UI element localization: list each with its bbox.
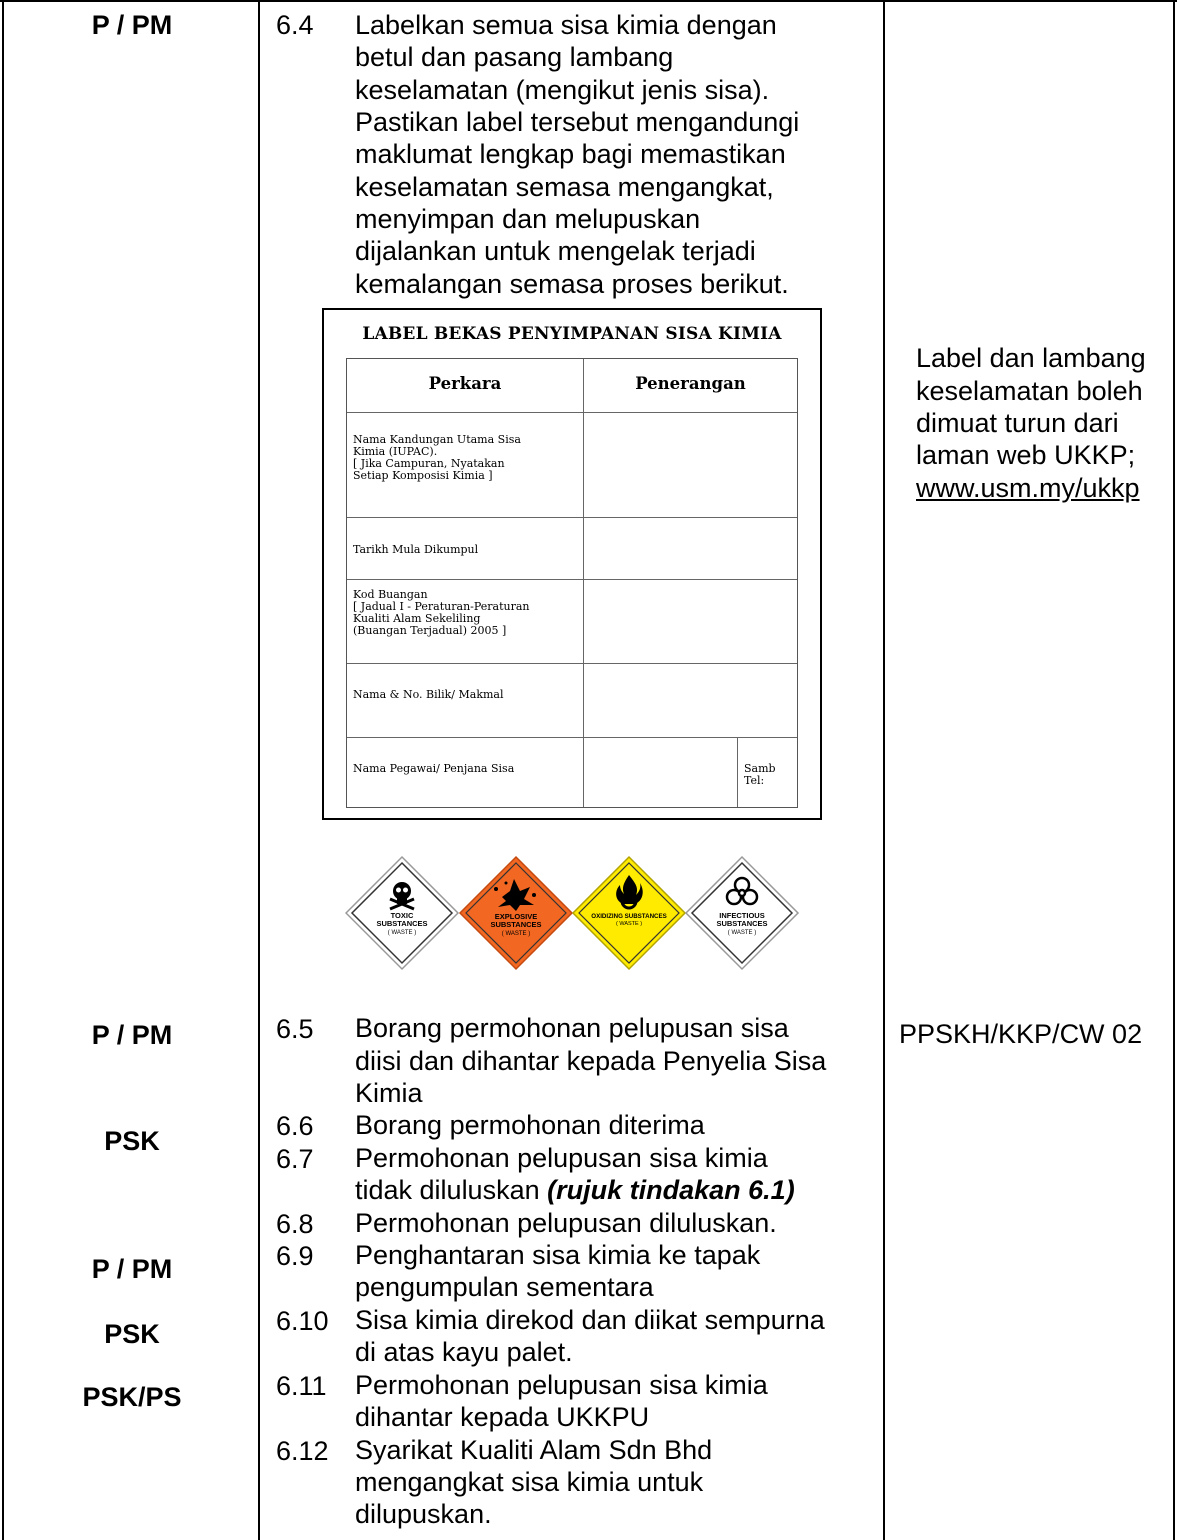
step-number: 6.7 <box>276 1144 314 1174</box>
hazard-text: SUBSTANCES <box>490 920 542 929</box>
hazard-text: ( WASTE ) <box>727 930 757 936</box>
step-line: Sisa kimia direkod dan diikat sempurna <box>355 1305 825 1335</box>
hazard-text: SUBSTANCES <box>716 919 768 928</box>
label-item: Nama Pegawai/ Penjana Sisa <box>353 762 515 775</box>
step-line: Borang permohonan pelupusan sisa <box>355 1013 789 1043</box>
step-number: 6.5 <box>276 1014 314 1044</box>
hazard-text: SUBSTANCES <box>376 919 428 928</box>
table-right-border <box>1173 0 1175 1540</box>
step-line: Borang permohonan diterima <box>355 1110 705 1140</box>
label-samb-tel: Samb Tel: <box>744 762 776 787</box>
label-form-image <box>322 308 822 820</box>
hazard-text: OXIDIZING SUBSTANCES <box>591 913 667 920</box>
note-line: dimuat turun dari <box>916 408 1119 438</box>
actor-cell: PSK <box>104 1319 160 1349</box>
hazard-text: TOXIC <box>390 911 414 920</box>
hazard-signs-image <box>345 855 800 975</box>
table-top-border <box>0 0 1177 2</box>
hazard-text: ( WASTE ) <box>615 921 643 927</box>
step-line: dihantar kepada UKKPU <box>355 1402 650 1432</box>
step-line: keselamatan semasa mengangkat, <box>355 172 774 202</box>
hazard-text: EXPLOSIVE <box>494 912 538 921</box>
step-reference: (rujuk tindakan 6.1) <box>547 1175 795 1205</box>
note-line: keselamatan boleh <box>916 376 1143 406</box>
step-number: 6.6 <box>276 1111 314 1141</box>
step-line: keselamatan (mengikut jenis sisa). <box>355 75 770 105</box>
label-col-perkara: Perkara <box>428 374 502 393</box>
step-line: mengangkat sisa kimia untuk <box>355 1467 704 1497</box>
step-line: diisi dan dihantar kepada Penyelia Sisa <box>355 1046 827 1076</box>
hazard-text: INFECTIOUS <box>719 911 765 920</box>
label-item: Kod Buangan [ Jadual I - Peraturan-Peraturan Kualiti Alam Sekeliling (Buangan Terjadual) 2005 ] <box>353 588 530 637</box>
label-col-penerangan: Penerangan <box>635 374 746 393</box>
step-line: menyimpan dan melupuskan <box>355 204 701 234</box>
label-form-table <box>346 358 798 808</box>
form-reference: PPSKH/KKP/CW 02 <box>899 1019 1143 1049</box>
actor-cell: PSK/PS <box>82 1382 182 1412</box>
step-line: betul dan pasang lambang <box>355 42 674 72</box>
actor-cell: P / PM <box>91 1254 173 1284</box>
step-line: Permohonan pelupusan diluluskan. <box>355 1208 777 1238</box>
actor-cell: PSK <box>104 1126 160 1156</box>
infectious-sign <box>686 857 798 969</box>
step-number: 6.8 <box>276 1209 314 1239</box>
step-line: Syarikat Kualiti Alam Sdn Bhd <box>355 1435 713 1465</box>
step-number: 6.12 <box>276 1436 329 1466</box>
table-left-border <box>2 0 4 1540</box>
note-line: laman web UKKP; <box>916 440 1136 470</box>
step-line: Permohonan pelupusan sisa kimia <box>355 1370 768 1400</box>
step-line: tidak diluluskan (rujuk tindakan 6.1) <box>355 1175 795 1205</box>
step-number: 6.9 <box>276 1241 314 1271</box>
step-number: 6.11 <box>276 1371 327 1401</box>
toxic-sign <box>346 857 458 969</box>
ukkp-website-link[interactable]: www.usm.my/ukkp <box>916 473 1140 503</box>
step-line: Labelkan semua sisa kimia dengan <box>355 10 777 40</box>
step-line: dilupuskan. <box>355 1499 492 1529</box>
step-number: 6.4 <box>276 10 314 40</box>
label-form-title: LABEL BEKAS PENYIMPANAN SISA KIMIA <box>362 324 782 344</box>
step-line: Penghantaran sisa kimia ke tapak <box>355 1240 761 1270</box>
actor-cell: P / PM <box>91 10 173 40</box>
oxidizing-sign <box>573 857 685 969</box>
label-item: Nama Kandungan Utama Sisa Kimia (IUPAC). [ Jika Campuran, Nyatakan Setiap Komposisi Kimia ] <box>353 433 521 482</box>
actor-cell: P / PM <box>91 1020 173 1050</box>
note-line: Label dan lambang <box>916 343 1146 373</box>
step-line: maklumat lengkap bagi memastikan <box>355 139 786 169</box>
hazard-text: ( WASTE ) <box>387 930 417 936</box>
explosive-sign <box>460 857 572 969</box>
step-line: Permohonan pelupusan sisa kimia <box>355 1143 768 1173</box>
step-line: kemalangan semasa proses berikut. <box>355 269 789 299</box>
step-line: Pastikan label tersebut mengandungi <box>355 107 800 137</box>
label-item: Nama & No. Bilik/ Makmal <box>353 688 504 701</box>
label-item: Tarikh Mula Dikumpul <box>353 543 479 556</box>
step-line: Kimia <box>355 1078 423 1108</box>
step-line: dijalankan untuk mengelak terjadi <box>355 236 756 266</box>
step-line: di atas kayu palet. <box>355 1337 573 1367</box>
column-divider-1 <box>258 0 260 1540</box>
step-number: 6.10 <box>276 1306 329 1336</box>
column-divider-2 <box>883 0 885 1540</box>
step-line: pengumpulan sementara <box>355 1272 654 1302</box>
hazard-text: ( WASTE ) <box>501 931 531 937</box>
